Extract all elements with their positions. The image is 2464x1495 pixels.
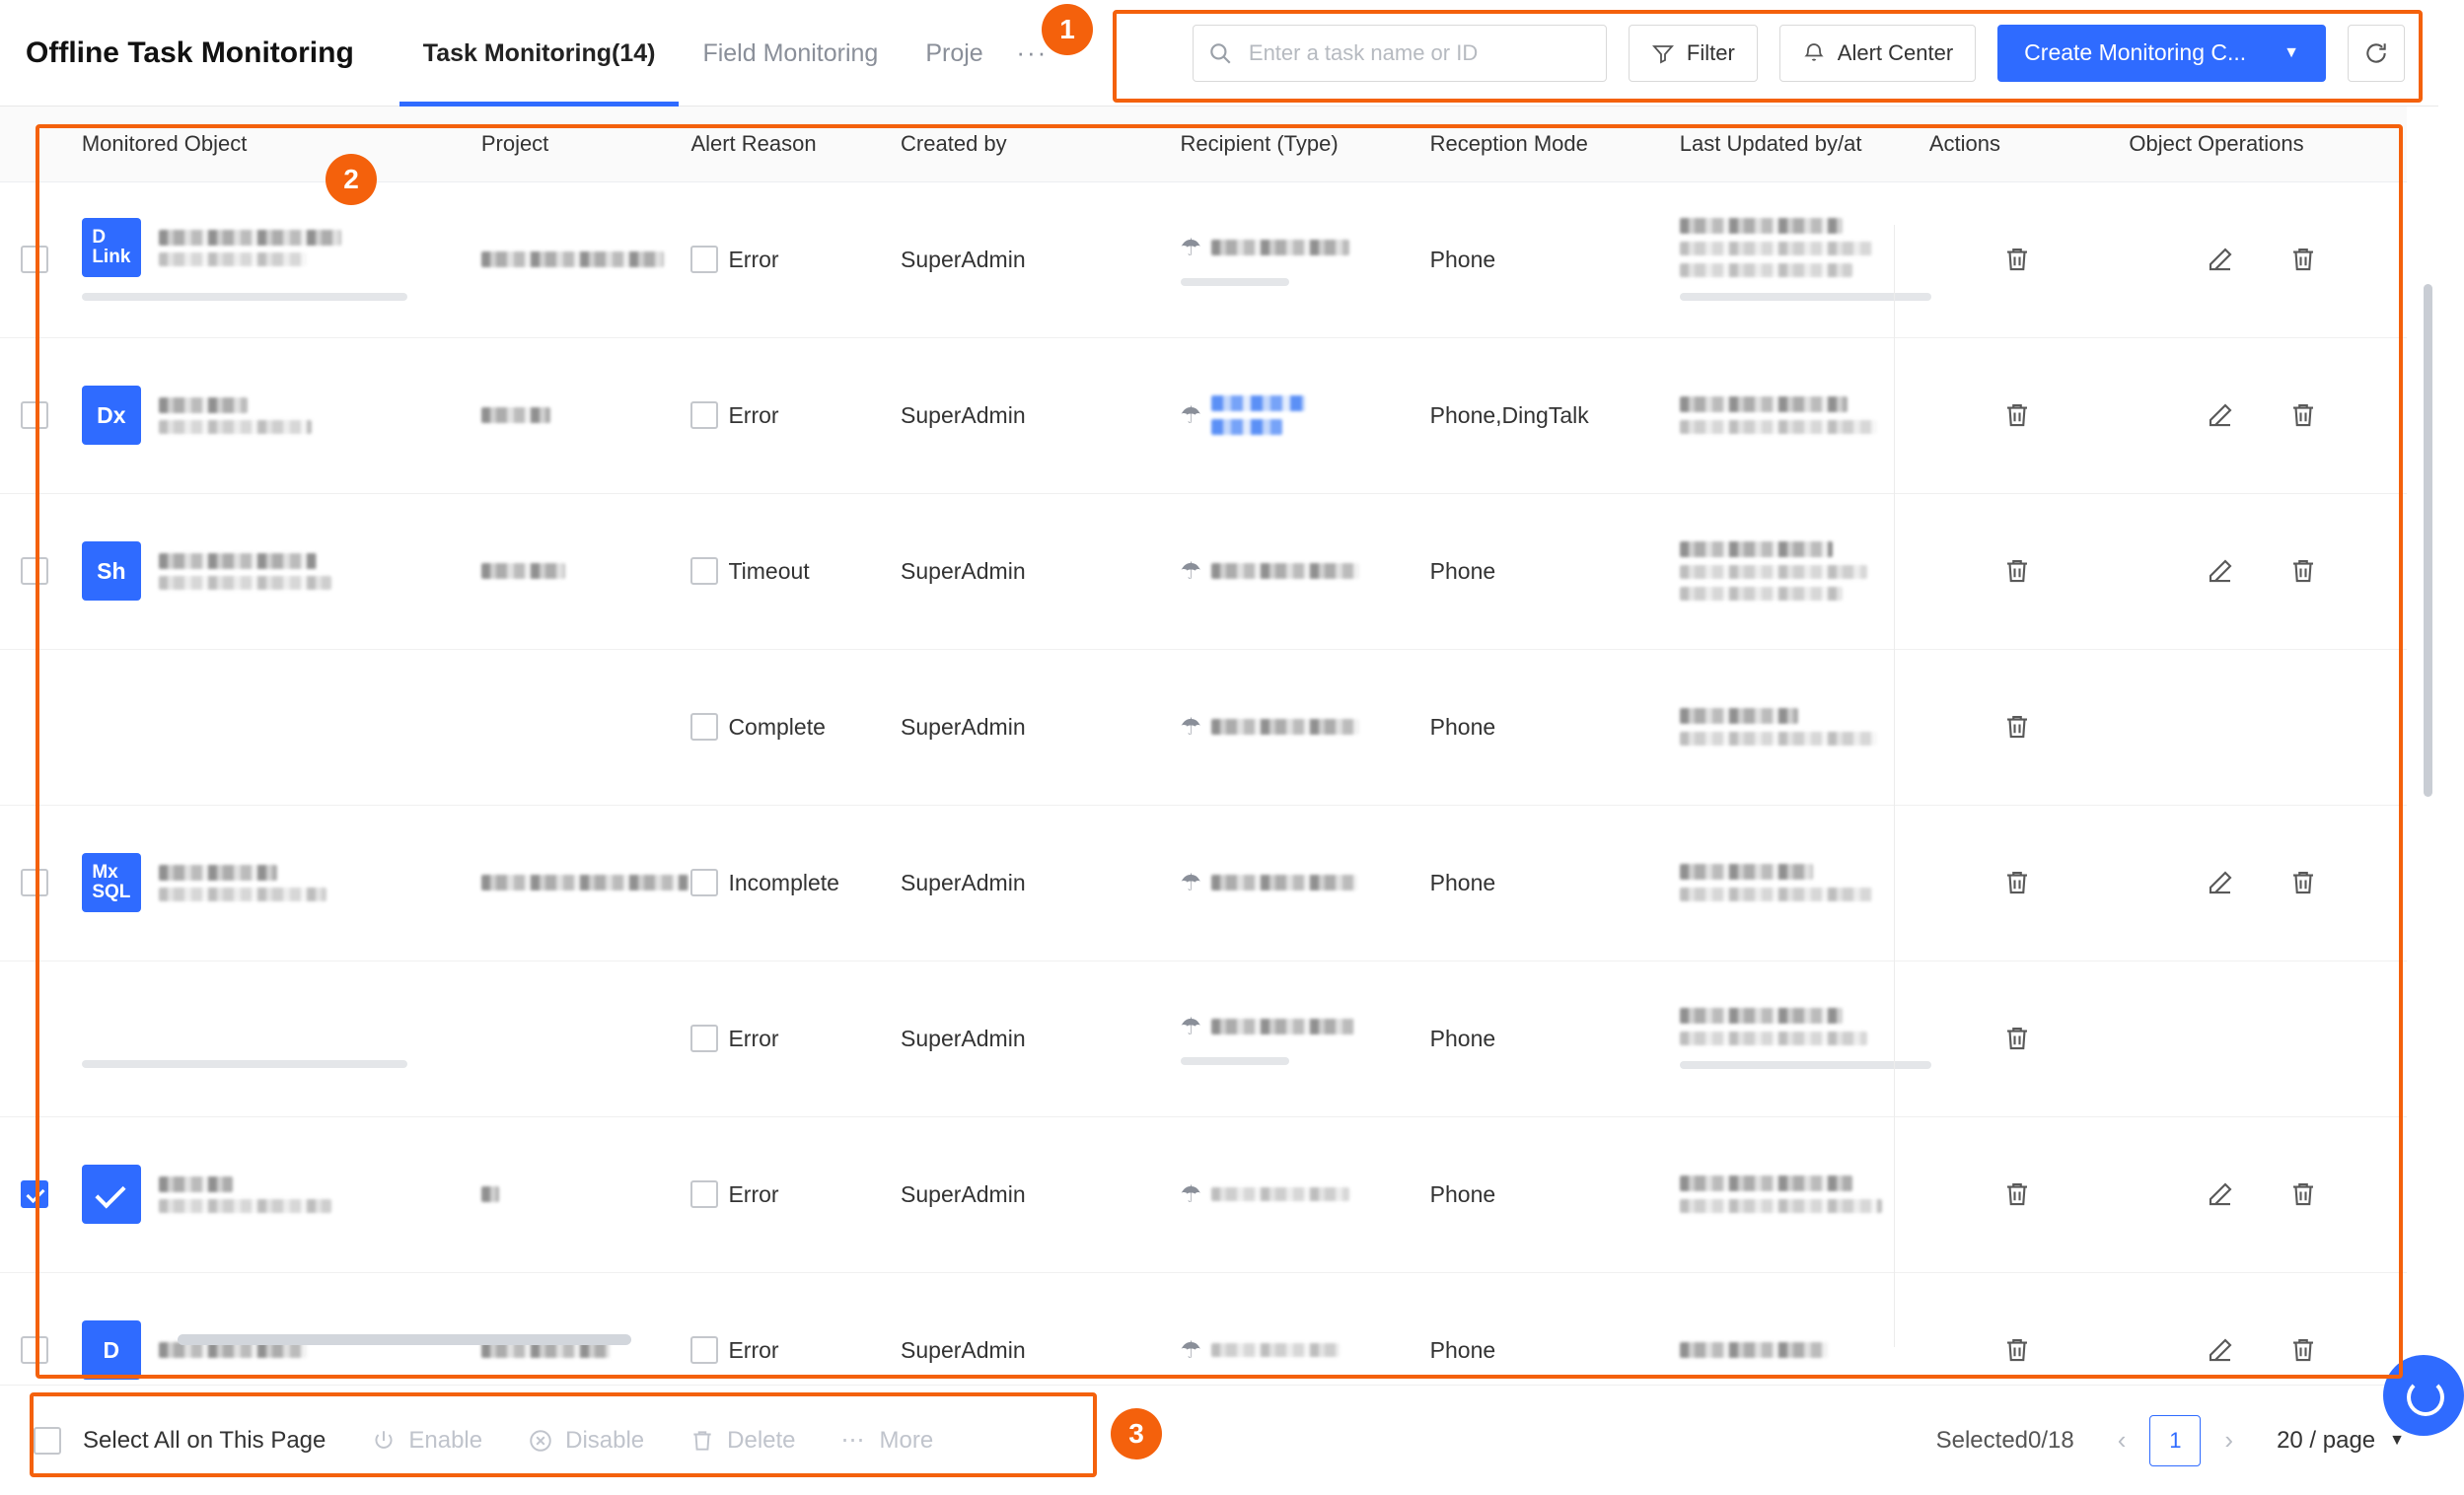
delete-button[interactable] <box>689 1427 795 1455</box>
project-cell <box>470 649 680 805</box>
delete-icon[interactable] <box>1996 239 2038 280</box>
delete-icon[interactable] <box>2283 550 2324 592</box>
table-row[interactable] <box>0 493 2407 649</box>
refresh-button[interactable] <box>2348 25 2405 82</box>
last-updated-cell <box>1668 181 1918 337</box>
alert-reason-cell <box>679 1116 889 1272</box>
bulk-actions <box>34 1426 933 1455</box>
recipient-cell <box>1169 1116 1418 1272</box>
recipient-cell <box>1169 181 1418 337</box>
search-icon <box>1207 40 1233 66</box>
tab-project[interactable]: Proje <box>925 38 983 67</box>
monitored-object-cell <box>70 181 470 337</box>
enable-button[interactable] <box>371 1427 482 1455</box>
alert-reason-label: Error <box>728 246 779 272</box>
tab-overflow-icon[interactable]: ··· <box>1016 37 1049 67</box>
created-by-cell: SuperAdmin <box>889 493 1168 649</box>
monitored-object-cell <box>70 493 470 649</box>
delete-icon[interactable] <box>2283 1174 2324 1215</box>
reception-mode-cell: Phone <box>1418 1272 1668 1428</box>
annotation-badge-2: 2 <box>326 154 377 205</box>
created-by-cell: SuperAdmin <box>889 961 1168 1116</box>
page-title: Offline Task Monitoring <box>26 36 354 69</box>
object-operations-cell <box>2117 337 2407 493</box>
project-cell <box>470 1116 680 1272</box>
create-monitoring-button[interactable] <box>1997 25 2326 82</box>
reception-mode-cell: Phone <box>1418 1116 1668 1272</box>
annotation-badge-3: 3 <box>1111 1408 1162 1459</box>
object-name-redacted <box>159 1176 331 1213</box>
delete-icon[interactable] <box>1996 862 2038 903</box>
refresh-icon <box>2363 40 2389 66</box>
annotation-badge-1: 1 <box>1042 4 1093 55</box>
select-all-label: Select All on This Page <box>83 1426 326 1454</box>
last-updated-cell <box>1668 1116 1918 1272</box>
cell-scroll-indicator[interactable] <box>1181 1057 1289 1065</box>
filter-button[interactable] <box>1629 25 1758 82</box>
filter-label: Filter <box>1686 39 1735 65</box>
next-page-icon[interactable]: › <box>2224 1425 2234 1455</box>
row-checkbox-cell[interactable] <box>0 337 70 493</box>
person-icon: ☂ <box>1180 1013 1202 1040</box>
object-operations-cell <box>2117 805 2407 961</box>
header-monitored-object[interactable]: Monitored Object <box>70 107 470 181</box>
row-checkbox[interactable] <box>21 401 48 429</box>
alert-reason-checkbox[interactable] <box>690 246 718 273</box>
created-by-cell: SuperAdmin <box>889 649 1168 805</box>
row-checkbox-cell[interactable] <box>0 181 70 337</box>
task-table <box>0 107 2407 1429</box>
edit-icon[interactable] <box>2200 862 2241 903</box>
trash-icon <box>689 1428 715 1454</box>
person-icon: ☂ <box>1180 869 1202 896</box>
alert-reason-cell <box>679 961 889 1116</box>
alert-reason-label: Complete <box>728 713 826 740</box>
delete-icon[interactable] <box>1996 706 2038 748</box>
edit-icon[interactable] <box>2200 239 2241 280</box>
header-project[interactable]: Project <box>470 107 680 181</box>
page-size-select[interactable] <box>2277 1427 2405 1455</box>
selected-count: Selected0/18 <box>1935 1426 2074 1454</box>
header-recipient-type[interactable]: Recipient (Type) <box>1169 107 1418 181</box>
table-row[interactable] <box>0 649 2407 805</box>
header-object-operations: Object Operations <box>2117 107 2407 181</box>
edit-icon[interactable] <box>2200 394 2241 436</box>
delete-icon[interactable] <box>2283 1329 2324 1371</box>
object-operations-cell <box>2117 961 2407 1116</box>
object-name-redacted <box>159 230 341 266</box>
row-checkbox-cell[interactable] <box>0 961 70 1116</box>
recipient-cell <box>1169 649 1418 805</box>
table-row[interactable] <box>0 181 2407 337</box>
footer-bar <box>0 1385 2438 1495</box>
object-name-redacted <box>159 397 312 434</box>
created-by-cell: SuperAdmin <box>889 181 1168 337</box>
row-checkbox[interactable] <box>21 246 48 273</box>
alert-reason-label: Incomplete <box>728 869 839 895</box>
edit-icon[interactable] <box>2200 550 2241 592</box>
delete-icon[interactable] <box>1996 1174 2038 1215</box>
disable-icon <box>528 1428 553 1454</box>
delete-icon[interactable] <box>2283 862 2324 903</box>
person-icon: ☂ <box>1180 401 1202 429</box>
monitored-object-cell <box>70 805 470 961</box>
pagination-area <box>1936 1415 2405 1466</box>
last-updated-cell <box>1668 493 1918 649</box>
person-icon: ☂ <box>1180 234 1202 261</box>
header-reception-mode[interactable]: Reception Mode <box>1418 107 1668 181</box>
row-checkbox[interactable] <box>21 1336 48 1364</box>
alert-reason-checkbox[interactable] <box>690 401 718 429</box>
frozen-column-divider <box>1894 225 1895 1347</box>
disable-button[interactable] <box>528 1427 644 1455</box>
object-logo-mysql: Mx SQL <box>82 853 141 912</box>
alert-reason-label: Timeout <box>728 557 810 584</box>
edit-icon[interactable] <box>2200 1329 2241 1371</box>
object-logo-d: D <box>82 1320 141 1380</box>
row-checkbox[interactable] <box>21 557 48 585</box>
cell-scroll-indicator[interactable] <box>1181 278 1289 286</box>
enable-label: Enable <box>408 1426 483 1454</box>
project-cell <box>470 337 680 493</box>
table-row[interactable] <box>0 961 2407 1116</box>
top-bar-actions <box>1193 25 2413 82</box>
object-logo-check <box>82 1165 141 1224</box>
row-checkbox[interactable] <box>21 1180 48 1208</box>
prev-page-icon[interactable]: ‹ <box>2117 1425 2127 1455</box>
reception-mode-cell: Phone <box>1418 805 1668 961</box>
alert-reason-cell <box>679 181 889 337</box>
actions-cell <box>1918 493 2117 649</box>
monitored-object-cell <box>70 337 470 493</box>
monitored-object-cell <box>70 649 470 805</box>
delete-icon[interactable] <box>1996 550 2038 592</box>
person-icon: ☂ <box>1180 557 1202 585</box>
alert-reason-checkbox[interactable] <box>690 713 718 741</box>
last-updated-cell <box>1668 337 1918 493</box>
actions-cell <box>1918 181 2117 337</box>
pager <box>2110 1415 2241 1466</box>
delete-icon[interactable] <box>1996 394 2038 436</box>
actions-cell <box>1918 961 2117 1116</box>
table-row[interactable] <box>0 805 2407 961</box>
alert-reason-checkbox[interactable] <box>690 1180 718 1208</box>
object-operations-cell <box>2117 181 2407 337</box>
create-monitoring-label: Create Monitoring C... <box>2024 39 2247 65</box>
delete-icon[interactable] <box>1996 1018 2038 1059</box>
actions-cell <box>1918 805 2117 961</box>
table-vertical-scrollbar[interactable] <box>2424 284 2432 797</box>
alert-reason-checkbox[interactable] <box>690 869 718 896</box>
top-bar <box>0 0 2438 107</box>
alert-reason-cell <box>679 649 889 805</box>
reception-mode-cell: Phone <box>1418 181 1668 337</box>
reception-mode-cell: Phone <box>1418 493 1668 649</box>
actions-cell <box>1918 1116 2117 1272</box>
table-row[interactable] <box>0 1116 2407 1272</box>
object-operations-cell <box>2117 493 2407 649</box>
last-updated-cell <box>1668 649 1918 805</box>
object-name-redacted <box>159 865 326 901</box>
project-cell <box>470 805 680 961</box>
ellipsis-icon: ⋯ <box>840 1427 868 1454</box>
row-checkbox[interactable] <box>21 869 48 896</box>
recipient-cell <box>1169 805 1418 961</box>
created-by-cell: SuperAdmin <box>889 1272 1168 1428</box>
row-checkbox-cell[interactable] <box>0 805 70 961</box>
alert-reason-cell <box>679 493 889 649</box>
alert-reason-cell <box>679 805 889 961</box>
edit-icon[interactable] <box>2200 1174 2241 1215</box>
tab-bar <box>399 0 1064 107</box>
floating-help-button[interactable] <box>2383 1355 2464 1436</box>
alert-reason-checkbox[interactable] <box>690 557 718 585</box>
header-alert-reason[interactable]: Alert Reason <box>679 107 889 181</box>
tab-task-monitoring[interactable]: Task Monitoring(14) <box>399 0 680 107</box>
cell-scroll-indicator[interactable] <box>82 293 407 301</box>
reception-mode-cell: Phone <box>1418 961 1668 1116</box>
page-size-label: 20 / page <box>2277 1426 2376 1454</box>
reception-mode-cell: Phone,DingTalk <box>1418 337 1668 493</box>
delete-icon[interactable] <box>2283 394 2324 436</box>
cell-scroll-indicator[interactable] <box>82 1060 407 1068</box>
alert-center-label: Alert Center <box>1837 39 1954 65</box>
page-number-1[interactable]: 1 <box>2149 1415 2201 1466</box>
recipient-cell <box>1169 337 1418 493</box>
object-logo-sh: Sh <box>82 541 141 601</box>
person-icon: ☂ <box>1180 1180 1202 1208</box>
actions-cell <box>1918 337 2117 493</box>
monitored-object-cell <box>70 961 470 1116</box>
alert-reason-label: Error <box>728 1336 779 1363</box>
alert-reason-checkbox[interactable] <box>690 1025 718 1052</box>
object-operations-cell <box>2117 649 2407 805</box>
tab-field-monitoring[interactable]: Field Monitoring <box>702 38 879 67</box>
more-button[interactable] <box>841 1426 934 1455</box>
chevron-down-icon[interactable]: ▼ <box>2389 1431 2405 1449</box>
created-by-cell: SuperAdmin <box>889 1116 1168 1272</box>
alert-reason-label: Error <box>728 401 779 428</box>
search-input[interactable] <box>1247 39 1592 67</box>
alert-reason-cell <box>679 337 889 493</box>
project-cell <box>470 961 680 1116</box>
project-cell <box>470 181 680 337</box>
object-logo-dx: Dx <box>82 386 141 445</box>
filter-icon <box>1651 41 1675 65</box>
header-select-all <box>0 107 70 181</box>
delete-icon[interactable] <box>2283 239 2324 280</box>
actions-cell <box>1918 649 2117 805</box>
object-logo-dlink: D Link <box>82 218 141 277</box>
search-box[interactable] <box>1193 25 1607 82</box>
table-horizontal-scrollbar[interactable] <box>178 1334 631 1345</box>
recipient-cell <box>1169 961 1418 1116</box>
select-all-control[interactable] <box>34 1427 326 1455</box>
delete-label: Delete <box>727 1426 796 1454</box>
alert-reason-label: Error <box>728 1180 779 1207</box>
object-name-redacted <box>159 553 331 590</box>
bell-icon <box>1802 41 1826 65</box>
header-actions: Actions <box>1918 107 2117 181</box>
task-table-region <box>0 107 2438 1364</box>
row-checkbox-cell[interactable] <box>0 1116 70 1272</box>
header-last-updated[interactable]: Last Updated by/at <box>1668 107 1918 181</box>
reception-mode-cell: Phone <box>1418 649 1668 805</box>
select-all-checkbox[interactable] <box>34 1427 61 1455</box>
created-by-cell: SuperAdmin <box>889 337 1168 493</box>
table-row[interactable] <box>0 337 2407 493</box>
header-created-by[interactable]: Created by <box>889 107 1168 181</box>
person-icon: ☂ <box>1180 1336 1202 1364</box>
more-label: More <box>879 1426 934 1454</box>
alert-reason-label: Error <box>728 1025 779 1051</box>
recipient-cell <box>1169 493 1418 649</box>
project-cell <box>470 493 680 649</box>
last-updated-cell <box>1668 805 1918 961</box>
chevron-down-icon[interactable]: ▼ <box>2283 43 2299 61</box>
alert-center-button[interactable] <box>1779 25 1976 82</box>
monitored-object-cell <box>70 1116 470 1272</box>
alert-reason-checkbox[interactable] <box>690 1336 718 1364</box>
disable-label: Disable <box>565 1426 645 1454</box>
person-icon: ☂ <box>1180 713 1202 741</box>
row-checkbox-cell[interactable] <box>0 649 70 805</box>
row-checkbox-cell[interactable] <box>0 493 70 649</box>
delete-icon[interactable] <box>1996 1329 2038 1371</box>
object-operations-cell <box>2117 1116 2407 1272</box>
table-body <box>0 181 2407 1428</box>
power-icon <box>371 1428 397 1454</box>
created-by-cell: SuperAdmin <box>889 805 1168 961</box>
last-updated-cell <box>1668 961 1918 1116</box>
